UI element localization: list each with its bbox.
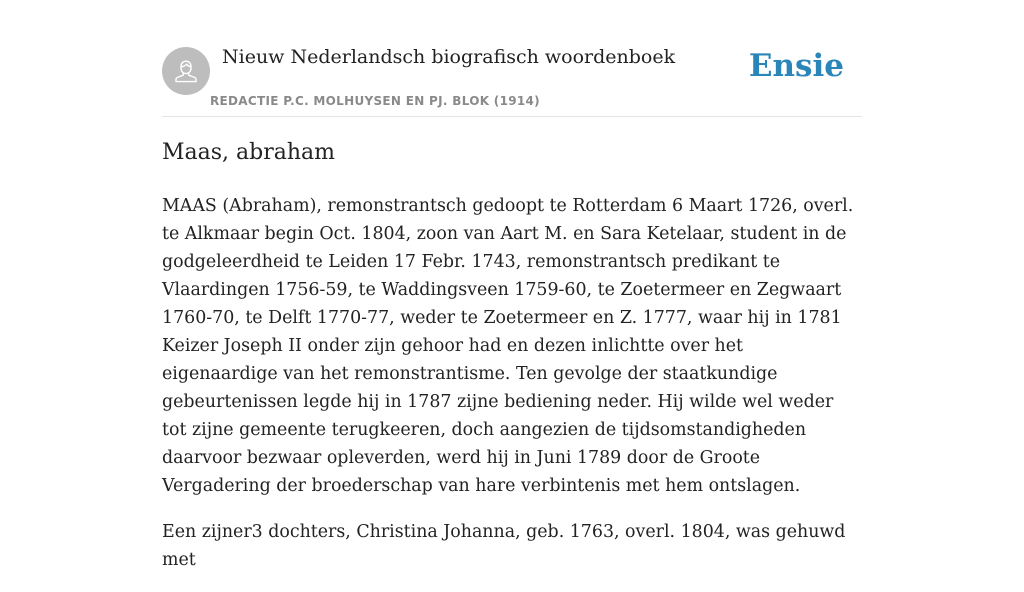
book-title[interactable]: Nieuw Nederlandsch biografisch woordenboek (222, 46, 676, 68)
editors-subtitle: REDACTIE P.C. MOLHUYSEN EN PJ. BLOK (1914) (210, 94, 540, 108)
user-silhouette-icon (172, 57, 200, 85)
article-paragraph: Een zijner3 dochters, Christina Johanna, geb. 1763, overl. 1804, was gehuwd met (162, 522, 846, 570)
article-paragraph: MAAS (Abraham), remonstrantsch gedoopt te Rotterdam 6 Maart 1726, overl. te Alkmaar begin Oct. 1804, zoon van Aart M. en Sara Ketelaar, student in de godgeleerdheid te Leiden 17 Febr. 1743, remonstrantsch predikant te Vlaardingen 1756-59, te Waddingsveen 1759-60, te Zoetermeer en Zegwaart 1760-70, te Delft 1770-77, weder te Zoetermeer en Z. 1777, waar hij in 1781 Keizer Joseph II onder zijn gehoor had en dezen inlichtte over het eigenaardige van het remonstrantisme. Ten gevolge der staatkundige gebeurtenissen legde hij in 1787 zijne bediening neder. Hij wilde wel weder tot zijne gemeente terugkeeren, doch aangezien de tijdsomstandigheden daarvoor bezwaar opleverden, werd hij in Juni 1789 door de Groote Vergadering der broederschap van hare verbintenis met hem ontslagen. (162, 196, 854, 496)
header (162, 40, 862, 117)
article-body (162, 192, 862, 592)
avatar (162, 47, 210, 95)
brand-logo-link[interactable]: Ensie (748, 48, 844, 84)
entry-title: Maas, abraham (162, 140, 336, 165)
